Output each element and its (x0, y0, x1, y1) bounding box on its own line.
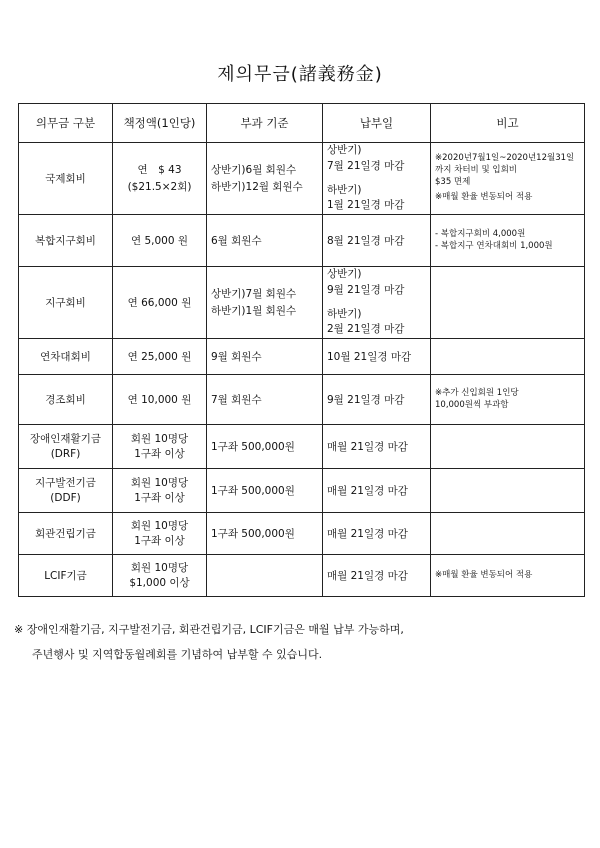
note-line: ※매월 환율 변동되어 적용 (435, 192, 533, 203)
note-line: 10,000원씩 부과함 (435, 399, 509, 410)
footnote (14, 624, 594, 660)
row-amount: 연 66,000 원 (113, 267, 207, 339)
note-line: ※2020년7월1일~2020년12월31일 (435, 152, 575, 163)
due-line: 상반기) (327, 144, 362, 156)
note-line: ※추가 신입회원 1인당 (435, 387, 519, 398)
row-name: 복합지구회비 (19, 215, 113, 267)
row-amount (113, 425, 207, 469)
row-amount: 연 5,000 원 (113, 215, 207, 267)
name-line: 지구발전기금 (35, 476, 96, 489)
row-note: ※매월 환율 변동되어 적용 (431, 555, 585, 597)
row-amount (113, 555, 207, 597)
note-line: - 복합지구회비 4,000원 (435, 228, 526, 239)
due-line: 2월 21일경 마감 (327, 323, 405, 336)
basis-line: 상반기)7월 회원수 (211, 288, 297, 301)
due-line: 1월 21일경 마감 (327, 199, 405, 212)
row-name: 경조회비 (19, 375, 113, 425)
row-basis: 1구좌 500,000원 (207, 469, 323, 513)
row-due: 10월 21일경 마감 (323, 339, 431, 375)
row-amount (113, 469, 207, 513)
row-note (431, 143, 585, 215)
row-name: 회관건립기금 (19, 513, 113, 555)
header-due-date: 납부일 (323, 104, 431, 143)
row-name (19, 469, 113, 513)
amount-line: 1구좌 이상 (134, 534, 185, 547)
row-basis: 1구좌 500,000원 (207, 513, 323, 555)
row-due: 매월 21일경 마감 (323, 555, 431, 597)
row-amount (113, 143, 207, 215)
table-row (19, 513, 585, 555)
header-amount: 책정액(1인당) (113, 104, 207, 143)
due-line: 하반기) (327, 307, 362, 320)
row-note (431, 339, 585, 375)
row-due: 매월 21일경 마감 (323, 513, 431, 555)
row-amount (113, 513, 207, 555)
amount-line: ($21.5×2회) (127, 180, 192, 193)
row-note (431, 513, 585, 555)
table-row (19, 267, 585, 339)
note-line: 까지 차터비 및 입회비 (435, 164, 518, 175)
due-line: 하반기) (327, 183, 362, 196)
footnote-line: 주년행사 및 지역합동월례회를 기념하여 납부할 수 있습니다. (32, 648, 323, 661)
dues-table (18, 103, 585, 597)
row-due: 매월 21일경 마감 (323, 425, 431, 469)
table-row (19, 425, 585, 469)
row-note (431, 375, 585, 425)
row-basis: 6월 회원수 (207, 215, 323, 267)
table-row (19, 555, 585, 597)
row-due (323, 267, 431, 339)
note-line: $35 면제 (435, 176, 471, 187)
table-row (19, 143, 585, 215)
amount-line: 1구좌 이상 (134, 491, 185, 504)
row-note (431, 215, 585, 267)
amount-line: 회원 10명당 (130, 432, 189, 445)
amount-line: 회원 10명당 (130, 476, 189, 489)
basis-line: 상반기)6월 회원수 (211, 164, 297, 177)
row-basis (207, 143, 323, 215)
row-name: 지구회비 (19, 267, 113, 339)
row-note (431, 267, 585, 339)
row-amount: 연 25,000 원 (113, 339, 207, 375)
row-basis (207, 267, 323, 339)
table-row (19, 339, 585, 375)
note-line: - 복합지구 연차대회비 1,000원 (435, 240, 553, 251)
basis-line: 하반기)12월 회원수 (211, 180, 303, 193)
row-note (431, 425, 585, 469)
header-basis: 부과 기준 (207, 104, 323, 143)
row-amount: 연 10,000 원 (113, 375, 207, 425)
name-line: (DDF) (50, 491, 81, 504)
row-name (19, 425, 113, 469)
basis-line: 하반기)1월 회원수 (211, 304, 297, 317)
footnote-line: ※ 장애인재활기금, 지구발전기금, 회관건립기금, LCIF기금은 매월 납부 가능하며, (14, 623, 404, 636)
table-row (19, 469, 585, 513)
table-row (19, 375, 585, 425)
page-title: 제의무금(諸義務金) (217, 64, 383, 85)
due-line: 9월 21일경 마감 (327, 283, 405, 296)
due-line: 상반기) (327, 268, 362, 280)
amount-line: 연 $ 43 (137, 164, 182, 177)
row-basis: 9월 회원수 (207, 339, 323, 375)
row-due (323, 143, 431, 215)
header-remarks: 비고 (431, 104, 585, 143)
row-basis: 1구좌 500,000원 (207, 425, 323, 469)
row-basis (207, 555, 323, 597)
header-category: 의무금 구분 (19, 104, 113, 143)
amount-line: 1구좌 이상 (134, 447, 185, 460)
amount-line: $1,000 이상 (129, 576, 190, 589)
row-note (431, 469, 585, 513)
row-name: 연차대회비 (19, 339, 113, 375)
row-name: LCIF기금 (19, 555, 113, 597)
row-due: 매월 21일경 마감 (323, 469, 431, 513)
row-basis: 7월 회원수 (207, 375, 323, 425)
row-due: 9월 21일경 마감 (323, 375, 431, 425)
row-name: 국제회비 (19, 143, 113, 215)
amount-line: 회원 10명당 (130, 519, 189, 532)
name-line: 장애인재활기금 (29, 432, 101, 445)
name-line: (DRF) (50, 447, 81, 460)
row-due: 8월 21일경 마감 (323, 215, 431, 267)
amount-line: 회원 10명당 (130, 561, 189, 574)
due-line: 7월 21일경 마감 (327, 159, 405, 172)
table-row (19, 215, 585, 267)
header-row (19, 104, 585, 143)
